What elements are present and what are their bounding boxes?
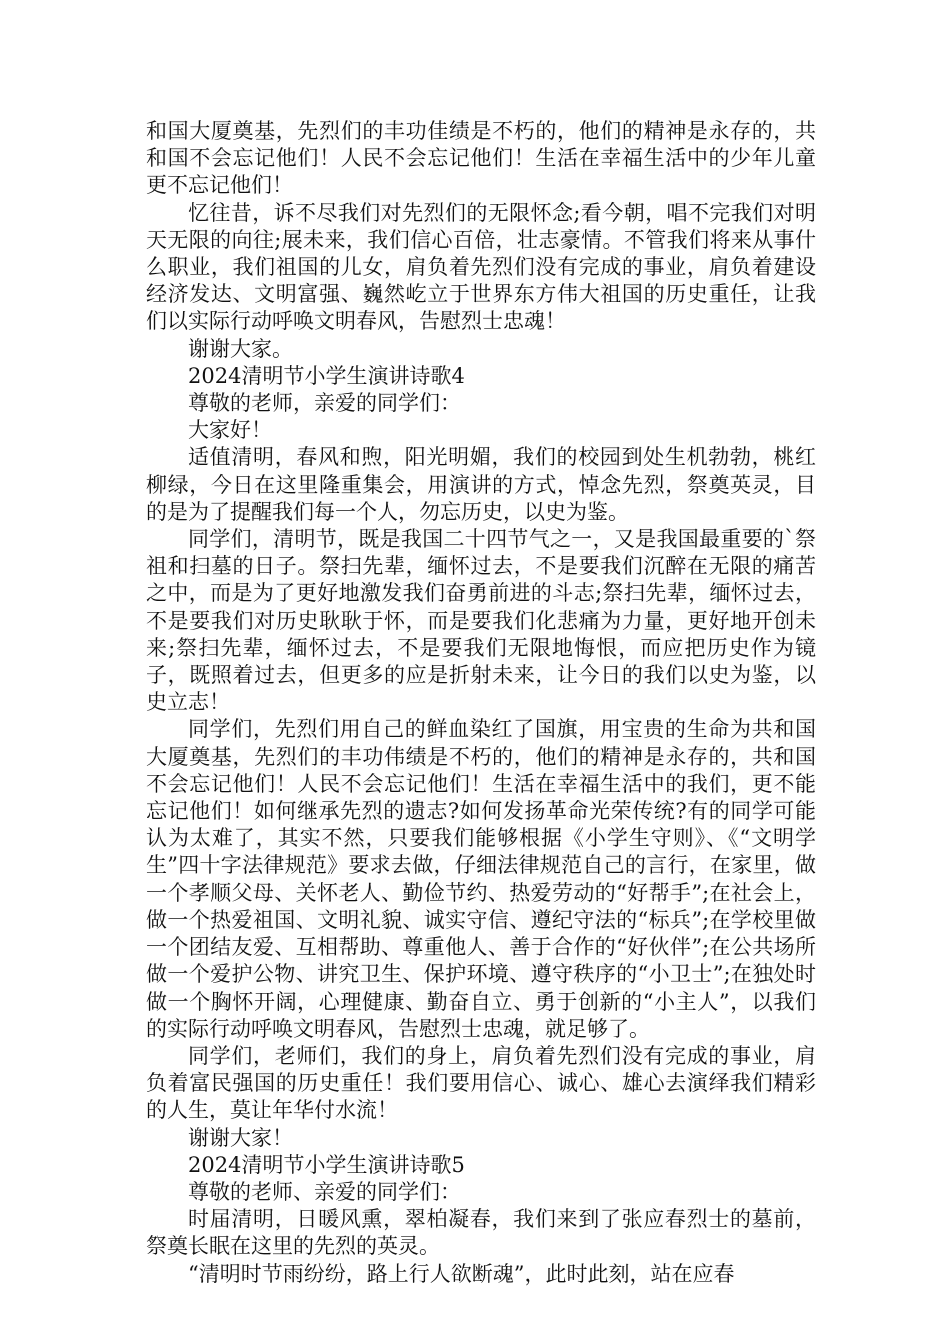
paragraph-15: “清明时节雨纷纷，路上行人欲断魂”，此时此刻，站在应春	[188, 1261, 735, 1286]
paragraph-13: 尊敬的老师、亲爱的同学们：	[188, 1179, 461, 1204]
section-heading-5: 2024清明节小学生演讲诗歌5	[188, 1152, 465, 1177]
paragraph-10: 同学们，老师们，我们的身上，肩负着先烈们没有完成的事业，肩负着富民强国的历史重任！我们要用信心、诚心、雄心去演绎我们精彩的人生，莫让年华付水流！	[146, 1043, 816, 1123]
section-heading-4: 2024清明节小学生演讲诗歌4	[188, 363, 465, 388]
paragraph-3: 谢谢大家。	[188, 336, 293, 361]
paragraph-2: 忆往昔，诉不尽我们对先烈们的无限怀念;看今朝，唱不完我们对明天无限的向往;展未来，我们信心百倍，壮志豪情。不管我们将来从事什么职业，我们祖国的儿女，肩负着先烈们没有完成的事业，肩负着建设经济发达、文明富强、巍然屹立于世界东方伟大祖国的历史重任，让我们以实际行动呼唤文明春风，告慰烈士忠魂！	[146, 200, 816, 334]
paragraph-5: 尊敬的老师，亲爱的同学们：	[188, 391, 461, 416]
paragraph-1: 和国大厦奠基，先烈们的丰功佳绩是不朽的，他们的精神是永存的，共和国不会忘记他们！人民不会忘记他们！生活在幸福生活中的少年儿童更不忘记他们！	[146, 119, 816, 198]
paragraph-14: 时届清明，日暖风熏，翠柏凝春，我们来到了张应春烈士的墓前，祭奠长眠在这里的先烈的英灵。	[146, 1207, 816, 1259]
paragraph-6: 大家好！	[188, 418, 272, 443]
paragraph-9: 同学们，先烈们用自己的鲜血染红了国旗，用宝贵的生命为共和国大厦奠基，先烈们的丰功伟绩是不朽的，他们的精神是永存的，共和国不会忘记他们！人民不会忘记他们！生活在幸福生活中的我们，更不能忘记他们！如何继承先烈的遗志?如何发扬革命光荣传统?有的同学可能认为太难了，其实不然，只要我们能够根据《小学生守则》、《“文明学生”四十字法律规范》要求去做，仔细法律规范自己的言行，在家里，做一个孝顺父母、关怀老人、勤俭节约、热爱劳动的“好帮手”;在社会上，做一个热爱祖国、文明礼貌、诚实守信、遵纪守法的“标兵”;在学校里做一个团结友爱、互相帮助、尊重他人、善于合作的“好伙伴”;在公共场所做一个爱护公物、讲究卫生、保护环境、遵守秩序的“小卫士”;在独处时做一个胸怀开阔，心理健康、勤奋自立、勇于创新的“小主人”，以我们的实际行动呼唤文明春风，告慰烈士忠魂，就足够了。	[146, 717, 816, 1041]
paragraph-11: 谢谢大家！	[188, 1125, 293, 1150]
document-page	[146, 118, 816, 1288]
paragraph-7: 适值清明，春风和煦，阳光明媚，我们的校园到处生机勃勃，桃红柳绿，今日在这里隆重集会，用演讲的方式，悼念先烈，祭奠英灵，目的是为了提醒我们每一个人，勿忘历史，以史为鉴。	[146, 445, 816, 524]
paragraph-8: 同学们，清明节，既是我国二十四节气之一，又是我国最重要的`祭祖和扫墓的日子。祭扫先辈，缅怀过去，不是要我们沉醉在无限的痛苦之中，而是为了更好地激发我们奋勇前进的斗志;祭扫先辈，缅怀过去，不是要我们对历史耿耿于怀，而是要我们化悲痛为力量，更好地开创未来;祭扫先辈，缅怀过去，不是要我们无限地悔恨，而应把历史作为镜子，既照着过去，但更多的应是折射未来，让今日的我们以史为鉴，以史立志！	[146, 527, 816, 715]
